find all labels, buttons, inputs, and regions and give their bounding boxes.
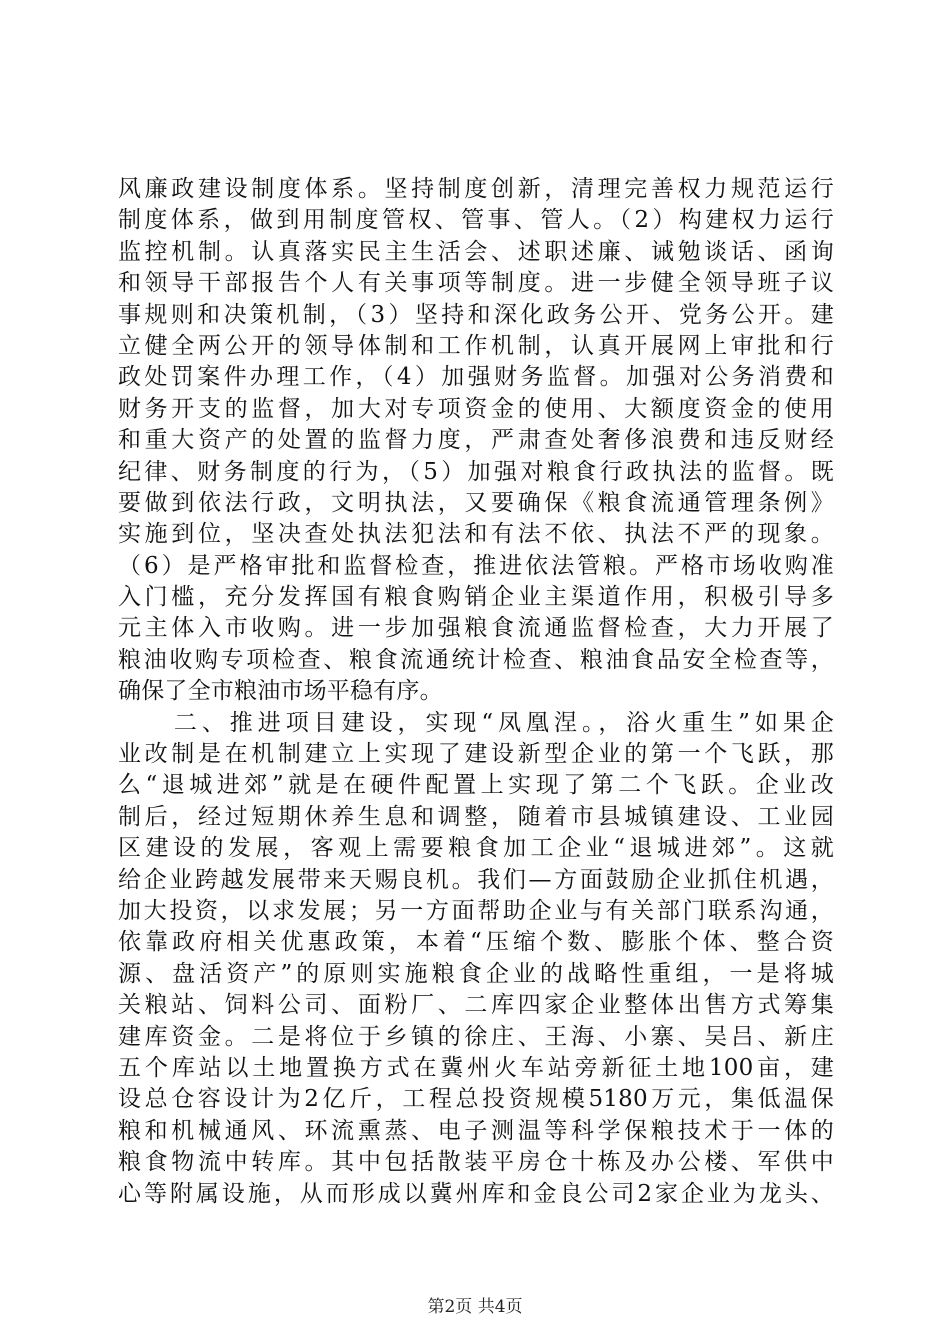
text-line: 依靠政府相关优惠政策，本着“压缩个数、膨胀个体、整合资 — [118, 929, 834, 956]
text-line: 风廉政建设制度体系。坚持制度创新，清理完善权力规范运行 — [118, 176, 834, 202]
text-line: 制后，经过短期休养生息和调整，随着市县城镇建设、工业园 — [118, 803, 834, 830]
page-footer: 第2页 共4页 — [427, 1297, 523, 1317]
text-line: 财务开支的监督，加大对专项资金的使用、大额度资金的使用 — [118, 395, 834, 422]
text-line: 设总仓容设计为2亿斤，工程总投资规模5180万元，集低温保 — [118, 1086, 834, 1113]
text-line: 实施到位，坚决查处执法犯法和有法不依、执法不严的现象。 — [118, 521, 834, 548]
text-line: 么“退城进郊”就是在硬件配置上实现了第二个飞跃。企业改 — [118, 772, 834, 799]
text-line: 源、盘活资产”的原则实施粮食企业的战略性重组，一是将城 — [118, 960, 834, 987]
text-line: 事规则和决策机制，（3）坚持和深化政务公开、党务公开。建 — [118, 301, 834, 328]
text-line: 确保了全市粮油市场平稳有序。 — [118, 678, 443, 705]
text-line: 区建设的发展，客观上需要粮食加工企业“退城进郊”。这就 — [118, 835, 834, 862]
text-line: 建库资金。二是将位于乡镇的徐庄、王海、小寨、吴吕、新庄 — [118, 1023, 834, 1050]
text-line: 关粮站、饲料公司、面粉厂、二库四家企业整体出售方式筹集 — [118, 992, 834, 1019]
text-line: 加大投资，以求发展；另一方面帮助企业与有关部门联系沟通， — [118, 897, 834, 924]
text-line: 五个库站以土地置换方式在冀州火车站旁新征土地100亩，建 — [118, 1054, 834, 1081]
text-line: 粮油收购专项检查、粮食流通统计检查、粮油食品安全检查等， — [118, 646, 834, 673]
text-line: 政处罚案件办理工作，（4）加强财务监督。加强对公务消费和 — [118, 364, 834, 391]
text-line: 监控机制。认真落实民主生活会、述职述廉、诫勉谈话、函询 — [118, 238, 834, 265]
text-line: 制度体系，做到用制度管权、管事、管人。（2）构建权力运行 — [118, 207, 834, 234]
text-line: 二、推进项目建设，实现“凤凰涅。，浴火重生”如果企 — [118, 709, 834, 736]
text-line: 业改制是在机制建立上实现了建设新型企业的第一个飞跃，那 — [118, 741, 834, 768]
text-line: 纪律、财务制度的行为，（5）加强对粮食行政执法的监督。既 — [118, 458, 834, 485]
body-text — [118, 174, 834, 1210]
text-line: 入门槛，充分发挥国有粮食购销企业主渠道作用，积极引导多 — [118, 584, 834, 611]
text-line: 粮食物流中转库。其中包括散装平房仓十栋及办公楼、军供中 — [118, 1149, 834, 1176]
text-line: 和重大资产的处置的监督力度，严肃查处奢侈浪费和违反财经 — [118, 427, 834, 454]
text-line: 元主体入市收购。进一步加强粮食流通监督检查，大力开展了 — [118, 615, 834, 642]
text-line: （6）是严格审批和监督检查，推进依法管粮。严格市场收购准 — [118, 552, 834, 579]
text-line: 和领导干部报告个人有关事项等制度。进一步健全领导班子议 — [118, 270, 834, 297]
text-line: 粮和机械通风、环流熏蒸、电子测温等科学保粮技术于一体的 — [118, 1117, 834, 1144]
text-line: 给企业跨越发展带来天赐良机。我们—方面鼓励企业抓住机遇， — [118, 866, 834, 893]
text-line: 心等附属设施，从而形成以冀州库和金良公司2家企业为龙头、 — [118, 1180, 834, 1207]
text-line: 要做到依法行政，文明执法，又要确保《粮食流通管理条例》 — [118, 489, 834, 516]
text-line: 立健全两公开的领导体制和工作机制，认真开展网上审批和行 — [118, 332, 834, 359]
